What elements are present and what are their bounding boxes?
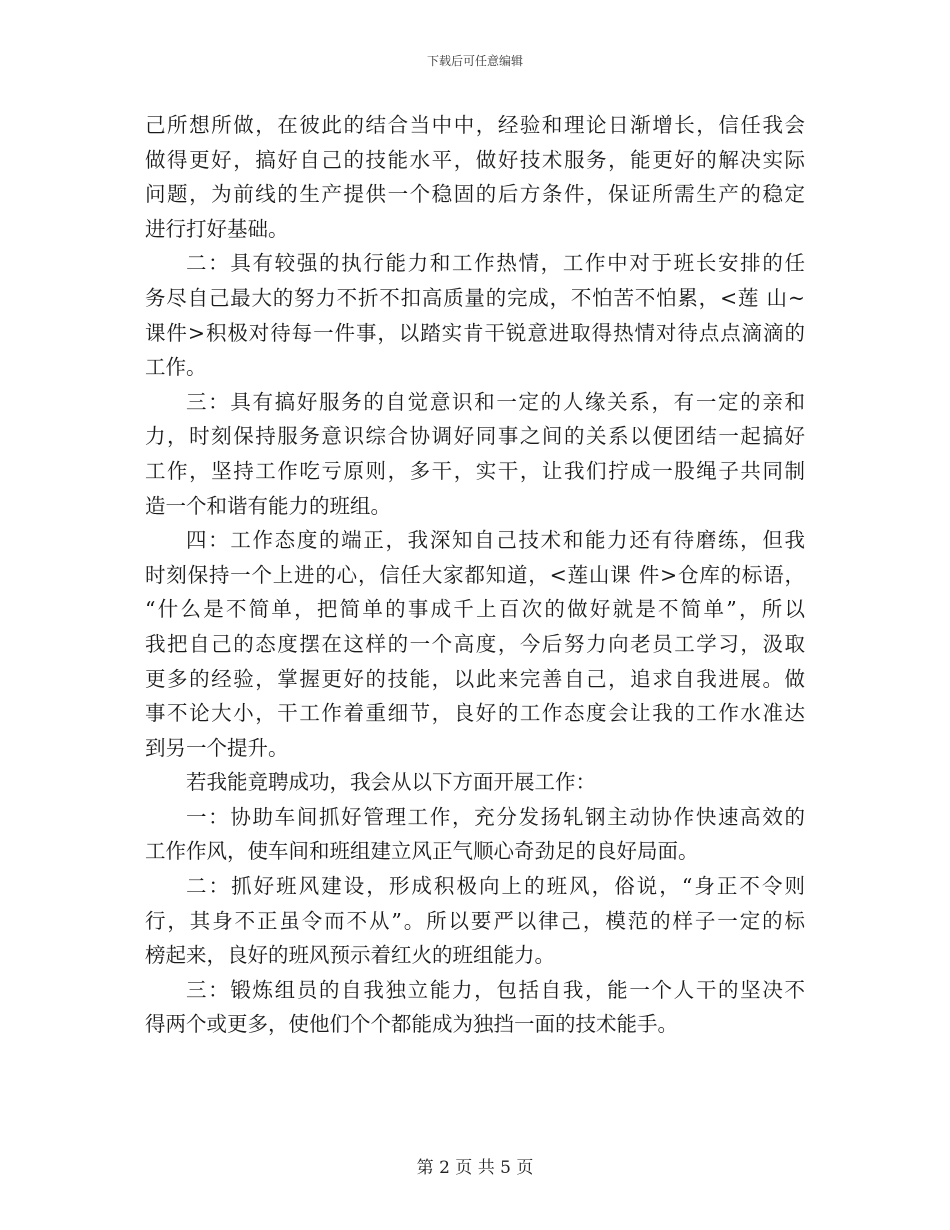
text-line: 力，时刻保持服务意识综合协调好同事之间的关系以便团结一起搞好 bbox=[145, 424, 805, 449]
text-line: 三：具有搞好服务的自觉意识和一定的人缘关系，有一定的亲和 bbox=[186, 389, 805, 414]
text-line: 工作，坚持工作吃亏原则，多干，实干，让我们拧成一股绳子共同制 bbox=[145, 458, 805, 483]
text-line: 我把自己的态度摆在这样的一个高度，今后努力向老员工学习，汲取 bbox=[145, 631, 805, 656]
text-line: 更多的经验，掌握更好的技能，以此来完善自己，追求自我进展。做 bbox=[145, 666, 805, 691]
document-body bbox=[145, 108, 805, 1042]
text-line: 务尽自己最大的努力不折不扣高质量的完成，不怕苦不怕累，<莲 山~ bbox=[145, 285, 805, 310]
text-line: 事不论大小，干工作着重细节，良好的工作态度会让我的工作水准达 bbox=[145, 701, 805, 726]
text-line: 时刻保持一个上进的心，信任大家都知道，<莲山课 件>仓库的标语， bbox=[145, 562, 805, 587]
text-line: 四：工作态度的端正，我深知自己技术和能力还有待磨练，但我 bbox=[186, 528, 805, 553]
page-footer: 第 2 页 共 5 页 bbox=[416, 1158, 534, 1178]
text-line: 二：具有较强的执行能力和工作热情，工作中对于班长安排的任 bbox=[186, 251, 805, 276]
page-header: 下载后可任意编辑 bbox=[426, 54, 523, 68]
text-line: 行，其身不正虽令而不从”。所以要严以律己，模范的样子一定的标 bbox=[145, 908, 805, 933]
text-line: 工作作风，使车间和班组建立风正气顺心奇劲足的良好局面。 bbox=[145, 839, 699, 864]
text-line: “什么是不简单，把简单的事成千上百次的做好就是不简单”，所以 bbox=[145, 597, 805, 622]
text-line: 一：协助车间抓好管理工作，充分发扬轧钢主动协作快速高效的 bbox=[186, 804, 805, 829]
text-line: 榜起来，良好的班风预示着红火的班组能力。 bbox=[145, 943, 555, 968]
text-line: 工作。 bbox=[145, 355, 207, 380]
text-line: 做得更好，搞好自己的技能水平，做好技术服务，能更好的解决实际 bbox=[145, 147, 805, 172]
text-line: 若我能竟聘成功，我会从以下方面开展工作： bbox=[186, 770, 596, 795]
text-line: 造一个和谐有能力的班组。 bbox=[145, 493, 391, 518]
text-line: 进行打好基础。 bbox=[145, 216, 289, 241]
text-line: 到另一个提升。 bbox=[145, 735, 289, 760]
text-line: 己所想所做，在彼此的结合当中中，经验和理论日渐增长，信任我会 bbox=[145, 113, 805, 137]
text-line: 得两个或更多，使他们个个都能成为独挡一面的技术能手。 bbox=[145, 1012, 678, 1037]
text-line: 二：抓好班风建设，形成积极向上的班风，俗说，“身正不令则 bbox=[186, 874, 805, 899]
text-line: 课件>积极对待每一件事，以踏实肯干锐意进取得热情对待点点滴滴的 bbox=[145, 320, 805, 345]
text-line: 三：锻炼组员的自我独立能力，包括自我，能一个人干的坚决不 bbox=[186, 977, 805, 1002]
text-line: 问题，为前线的生产提供一个稳固的后方条件，保证所需生产的稳定 bbox=[145, 182, 805, 207]
